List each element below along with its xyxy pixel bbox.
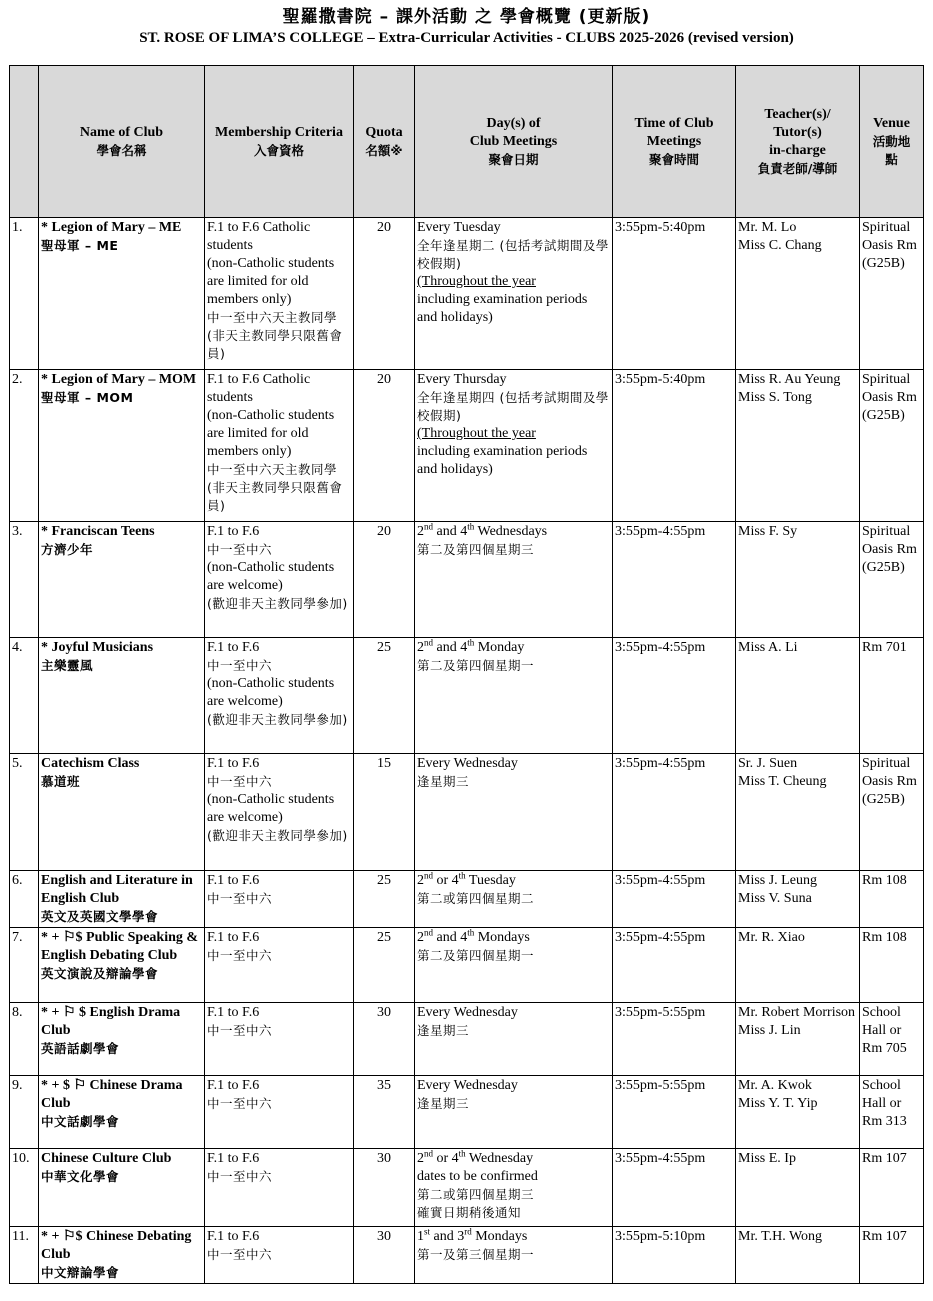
row-number-cell: 7.	[10, 928, 39, 1003]
club-name-cell	[39, 370, 205, 522]
days-line: 逢星期三	[417, 1096, 470, 1111]
quota-cell: 25	[354, 928, 415, 1003]
name-line: * Legion of Mary – MOM	[41, 372, 197, 387]
meeting-time-cell: 3:55pm-5:55pm	[613, 1076, 736, 1149]
name-line: Catechism Class	[41, 756, 140, 771]
table-header-row	[10, 66, 924, 218]
quota-cell: 20	[354, 370, 415, 522]
criteria-line: 中一至中六天主教同學 (非天主教同學只限舊會員)	[207, 462, 343, 513]
name-line: Chinese Culture Club	[41, 1151, 172, 1166]
name-line: 方濟少年	[41, 542, 94, 557]
days-line: Every Tuesday	[417, 220, 501, 235]
teacher-name: Miss C. Chang	[738, 238, 822, 253]
teacher-name: Miss S. Tong	[738, 390, 812, 405]
venue-cell: Spiritual Oasis Rm (G25B)	[860, 218, 924, 370]
days-line: 逢星期三	[417, 774, 470, 789]
meeting-time-cell: 3:55pm-5:55pm	[613, 1003, 736, 1076]
criteria-line: F.1 to F.6	[207, 1078, 260, 1093]
venue-cell: Rm 108	[860, 871, 924, 928]
club-name-cell	[39, 638, 205, 754]
teachers-cell	[736, 754, 860, 871]
membership-criteria-cell	[205, 1076, 354, 1149]
club-name-cell	[39, 1076, 205, 1149]
teacher-name: Mr. R. Xiao	[738, 930, 805, 945]
criteria-line: F.1 to F.6	[207, 640, 260, 655]
criteria-line: 中一至中六	[207, 1169, 273, 1184]
club-name-cell	[39, 1003, 205, 1076]
page-title-english: ST. ROSE OF LIMA’S COLLEGE – Extra-Curricular Activities - CLUBS 2025-2026 (revised version)	[139, 30, 794, 46]
criteria-line: (歡迎非天主教同學參加)	[207, 712, 348, 727]
teacher-name: Miss J. Leung	[738, 873, 817, 888]
name-line: * + ⚐ $ English Drama Club	[41, 1005, 181, 1038]
days-line: 2nd or 4th Tuesday	[417, 870, 516, 888]
criteria-line: (歡迎非天主教同學參加)	[207, 828, 348, 843]
meeting-time-cell: 3:55pm-4:55pm	[613, 928, 736, 1003]
table-row	[10, 1227, 924, 1284]
criteria-line: 中一至中六天主教同學 (非天主教同學只限舊會員)	[207, 310, 343, 361]
name-line: 中文辯論學會	[41, 1265, 120, 1280]
name-line: * Franciscan Teens	[41, 524, 155, 539]
name-line: 慕道班	[41, 774, 81, 789]
days-line: 第二或第四個星期二	[417, 891, 535, 906]
criteria-line: F.1 to F.6	[207, 1005, 260, 1020]
venue-cell: Spiritual Oasis Rm (G25B)	[860, 754, 924, 871]
meeting-days-cell	[415, 370, 613, 522]
meeting-time-cell: 3:55pm-4:55pm	[613, 754, 736, 871]
criteria-line: (non-Catholic students are welcome)	[207, 560, 335, 593]
criteria-line: F.1 to F.6	[207, 873, 260, 888]
days-line: 第二或第四個星期三	[417, 1187, 535, 1202]
teachers-cell	[736, 1003, 860, 1076]
meeting-time-cell: 3:55pm-4:55pm	[613, 522, 736, 638]
teachers-cell	[736, 218, 860, 370]
row-number-cell: 11.	[10, 1227, 39, 1284]
membership-criteria-cell	[205, 871, 354, 928]
table-row	[10, 1149, 924, 1227]
header-number	[10, 66, 39, 218]
club-name-cell	[39, 928, 205, 1003]
row-number-cell: 5.	[10, 754, 39, 871]
meeting-time-cell: 3:55pm-4:55pm	[613, 1149, 736, 1227]
days-line: 逢星期三	[417, 1023, 470, 1038]
name-line: English and Literature in English Club	[41, 873, 193, 906]
criteria-line: 中一至中六	[207, 948, 273, 963]
membership-criteria-cell	[205, 754, 354, 871]
membership-criteria-cell	[205, 522, 354, 638]
quota-cell: 30	[354, 1227, 415, 1284]
meeting-days-cell	[415, 754, 613, 871]
header-teachers-in-charge: Teacher(s)/ Tutor(s) in-charge 負責老師/導師	[736, 66, 860, 218]
venue-cell: Rm 107	[860, 1149, 924, 1227]
name-line: 主樂靈風	[41, 658, 94, 673]
criteria-line: (non-Catholic students are welcome)	[207, 792, 335, 825]
venue-cell: Rm 107	[860, 1227, 924, 1284]
days-line: (Throughout the year	[417, 274, 536, 289]
teachers-cell	[736, 522, 860, 638]
meeting-days-cell	[415, 871, 613, 928]
name-line: 聖母軍 – MOM	[41, 390, 134, 405]
criteria-line: 中一至中六	[207, 658, 273, 673]
club-name-cell	[39, 871, 205, 928]
criteria-line: F.1 to F.6	[207, 756, 260, 771]
days-line: 2nd and 4th Wednesdays	[417, 521, 548, 539]
teacher-name: Sr. J. Suen	[738, 756, 798, 771]
row-number-cell: 8.	[10, 1003, 39, 1076]
criteria-line: 中一至中六	[207, 774, 273, 789]
teachers-cell	[736, 1076, 860, 1149]
club-name-cell	[39, 218, 205, 370]
membership-criteria-cell	[205, 1149, 354, 1227]
membership-criteria-cell	[205, 1003, 354, 1076]
meeting-days-cell	[415, 928, 613, 1003]
club-name-cell	[39, 1149, 205, 1227]
days-line: Every Wednesday	[417, 756, 518, 771]
header-quota: Quota 名額※	[354, 66, 415, 218]
membership-criteria-cell	[205, 928, 354, 1003]
criteria-line: 中一至中六	[207, 891, 273, 906]
teachers-cell	[736, 928, 860, 1003]
header-time-of-meetings: Time of Club Meetings 聚會時間	[613, 66, 736, 218]
days-line: 全年逢星期四 (包括考試期間及學校假期)	[417, 390, 609, 423]
meeting-days-cell	[415, 1149, 613, 1227]
teachers-cell	[736, 638, 860, 754]
quota-cell: 25	[354, 871, 415, 928]
quota-cell: 15	[354, 754, 415, 871]
membership-criteria-cell	[205, 1227, 354, 1284]
teacher-name: Miss A. Li	[738, 640, 798, 655]
row-number-cell: 9.	[10, 1076, 39, 1149]
days-line: 第一及第三個星期一	[417, 1247, 535, 1262]
criteria-line: 中一至中六	[207, 1247, 273, 1262]
club-name-cell	[39, 522, 205, 638]
header-days-of-meetings: Day(s) of Club Meetings 聚會日期	[415, 66, 613, 218]
days-line: 2nd and 4th Monday	[417, 637, 525, 655]
teacher-name: Mr. Robert Morrison	[738, 1005, 856, 1020]
name-line: 中華文化學會	[41, 1169, 120, 1184]
clubs-table	[9, 65, 924, 1284]
name-line: * Legion of Mary – ME	[41, 220, 182, 235]
table-row	[10, 638, 924, 754]
criteria-line: F.1 to F.6	[207, 930, 260, 945]
name-line: * + ⚐$ Public Speaking & English Debating Club	[41, 930, 199, 963]
venue-cell: School Hall or Rm 313	[860, 1076, 924, 1149]
criteria-line: (non-Catholic students are limited for old members only)	[207, 408, 335, 459]
row-number-cell: 1.	[10, 218, 39, 370]
quota-cell: 30	[354, 1003, 415, 1076]
criteria-line: (non-Catholic students are limited for old members only)	[207, 256, 335, 307]
meeting-time-cell: 3:55pm-4:55pm	[613, 638, 736, 754]
teachers-cell	[736, 370, 860, 522]
days-line: 2nd or 4th Wednesday	[417, 1148, 534, 1166]
quota-cell: 30	[354, 1149, 415, 1227]
venue-cell: Rm 108	[860, 928, 924, 1003]
criteria-line: F.1 to F.6	[207, 1151, 260, 1166]
criteria-line: 中一至中六	[207, 1096, 273, 1111]
header-name-of-club: Name of Club 學會名稱	[39, 66, 205, 218]
days-line: 第二及第四個星期一	[417, 658, 535, 673]
criteria-line: (non-Catholic students are welcome)	[207, 676, 335, 709]
table-body	[10, 218, 924, 1284]
table-row	[10, 928, 924, 1003]
criteria-line: F.1 to F.6	[207, 524, 260, 539]
name-line: * Joyful Musicians	[41, 640, 154, 655]
header-membership-criteria: Membership Criteria 入會資格	[205, 66, 354, 218]
days-line: Every Thursday	[417, 372, 507, 387]
meeting-time-cell: 3:55pm-5:40pm	[613, 370, 736, 522]
teacher-name: Miss Y. T. Yip	[738, 1096, 818, 1111]
days-line: including examination periods and holidays)	[417, 444, 588, 477]
days-line: Every Wednesday	[417, 1005, 518, 1020]
name-line: * + $ ⚐ Chinese Drama Club	[41, 1078, 183, 1111]
teacher-name: Miss F. Sy	[738, 524, 798, 539]
meeting-days-cell	[415, 638, 613, 754]
criteria-line: 中一至中六	[207, 1023, 273, 1038]
meeting-days-cell	[415, 522, 613, 638]
venue-cell: Spiritual Oasis Rm (G25B)	[860, 370, 924, 522]
table-row	[10, 754, 924, 871]
table-row	[10, 370, 924, 522]
meeting-days-cell	[415, 218, 613, 370]
membership-criteria-cell	[205, 218, 354, 370]
criteria-line: (歡迎非天主教同學參加)	[207, 596, 348, 611]
table-row	[10, 218, 924, 370]
days-line: 2nd and 4th Mondays	[417, 927, 530, 945]
teacher-name: Miss V. Suna	[738, 891, 812, 906]
teacher-name: Miss J. Lin	[738, 1023, 801, 1038]
teacher-name: Miss R. Au Yeung	[738, 372, 841, 387]
table-row	[10, 1003, 924, 1076]
row-number-cell: 4.	[10, 638, 39, 754]
club-name-cell	[39, 754, 205, 871]
membership-criteria-cell	[205, 638, 354, 754]
club-name-cell	[39, 1227, 205, 1284]
name-line: 英語話劇學會	[41, 1041, 120, 1056]
quota-cell: 25	[354, 638, 415, 754]
table-row	[10, 1076, 924, 1149]
meeting-time-cell: 3:55pm-4:55pm	[613, 871, 736, 928]
row-number-cell: 3.	[10, 522, 39, 638]
name-line: 聖母軍 – ME	[41, 238, 119, 253]
meeting-days-cell	[415, 1003, 613, 1076]
teachers-cell	[736, 871, 860, 928]
meeting-time-cell: 3:55pm-5:40pm	[613, 218, 736, 370]
row-number-cell: 10.	[10, 1149, 39, 1227]
teacher-name: Mr. A. Kwok	[738, 1078, 812, 1093]
days-line: 第二及第四個星期一	[417, 948, 535, 963]
name-line: 中文話劇學會	[41, 1114, 120, 1129]
venue-cell: School Hall or Rm 705	[860, 1003, 924, 1076]
name-line: * + ⚐$ Chinese Debating Club	[41, 1229, 192, 1262]
days-line: including examination periods and holidays)	[417, 292, 588, 325]
quota-cell: 20	[354, 522, 415, 638]
venue-cell: Spiritual Oasis Rm (G25B)	[860, 522, 924, 638]
quota-cell: 20	[354, 218, 415, 370]
table-row	[10, 522, 924, 638]
header-venue: Venue 活動地 點	[860, 66, 924, 218]
days-line: 全年逢星期二 (包括考試期間及學校假期)	[417, 238, 609, 271]
days-line: Every Wednesday	[417, 1078, 518, 1093]
days-line: dates to be confirmed	[417, 1169, 538, 1184]
teacher-name: Mr. M. Lo	[738, 220, 797, 235]
days-line: 確實日期稍後通知	[417, 1205, 522, 1220]
criteria-line: F.1 to F.6 Catholic students	[207, 372, 311, 405]
row-number-cell: 6.	[10, 871, 39, 928]
teachers-cell	[736, 1149, 860, 1227]
venue-cell: Rm 701	[860, 638, 924, 754]
criteria-line: F.1 to F.6 Catholic students	[207, 220, 311, 253]
days-line: 第二及第四個星期三	[417, 542, 535, 557]
days-line: 1st and 3rd Mondays	[417, 1226, 528, 1244]
page-title-chinese: 聖羅撒書院 – 課外活動 之 學會概覽 (更新版)	[282, 7, 651, 27]
quota-cell: 35	[354, 1076, 415, 1149]
days-line: (Throughout the year	[417, 426, 536, 441]
meeting-days-cell	[415, 1227, 613, 1284]
teachers-cell	[736, 1227, 860, 1284]
teacher-name: Miss E. Ip	[738, 1151, 796, 1166]
criteria-line: F.1 to F.6	[207, 1229, 260, 1244]
name-line: 英文演說及辯論學會	[41, 966, 159, 981]
teacher-name: Miss T. Cheung	[738, 774, 827, 789]
teacher-name: Mr. T.H. Wong	[738, 1229, 823, 1244]
meeting-time-cell: 3:55pm-5:10pm	[613, 1227, 736, 1284]
criteria-line: 中一至中六	[207, 542, 273, 557]
membership-criteria-cell	[205, 370, 354, 522]
meeting-days-cell	[415, 1076, 613, 1149]
row-number-cell: 2.	[10, 370, 39, 522]
table-row	[10, 871, 924, 928]
name-line: 英文及英國文學學會	[41, 909, 159, 924]
